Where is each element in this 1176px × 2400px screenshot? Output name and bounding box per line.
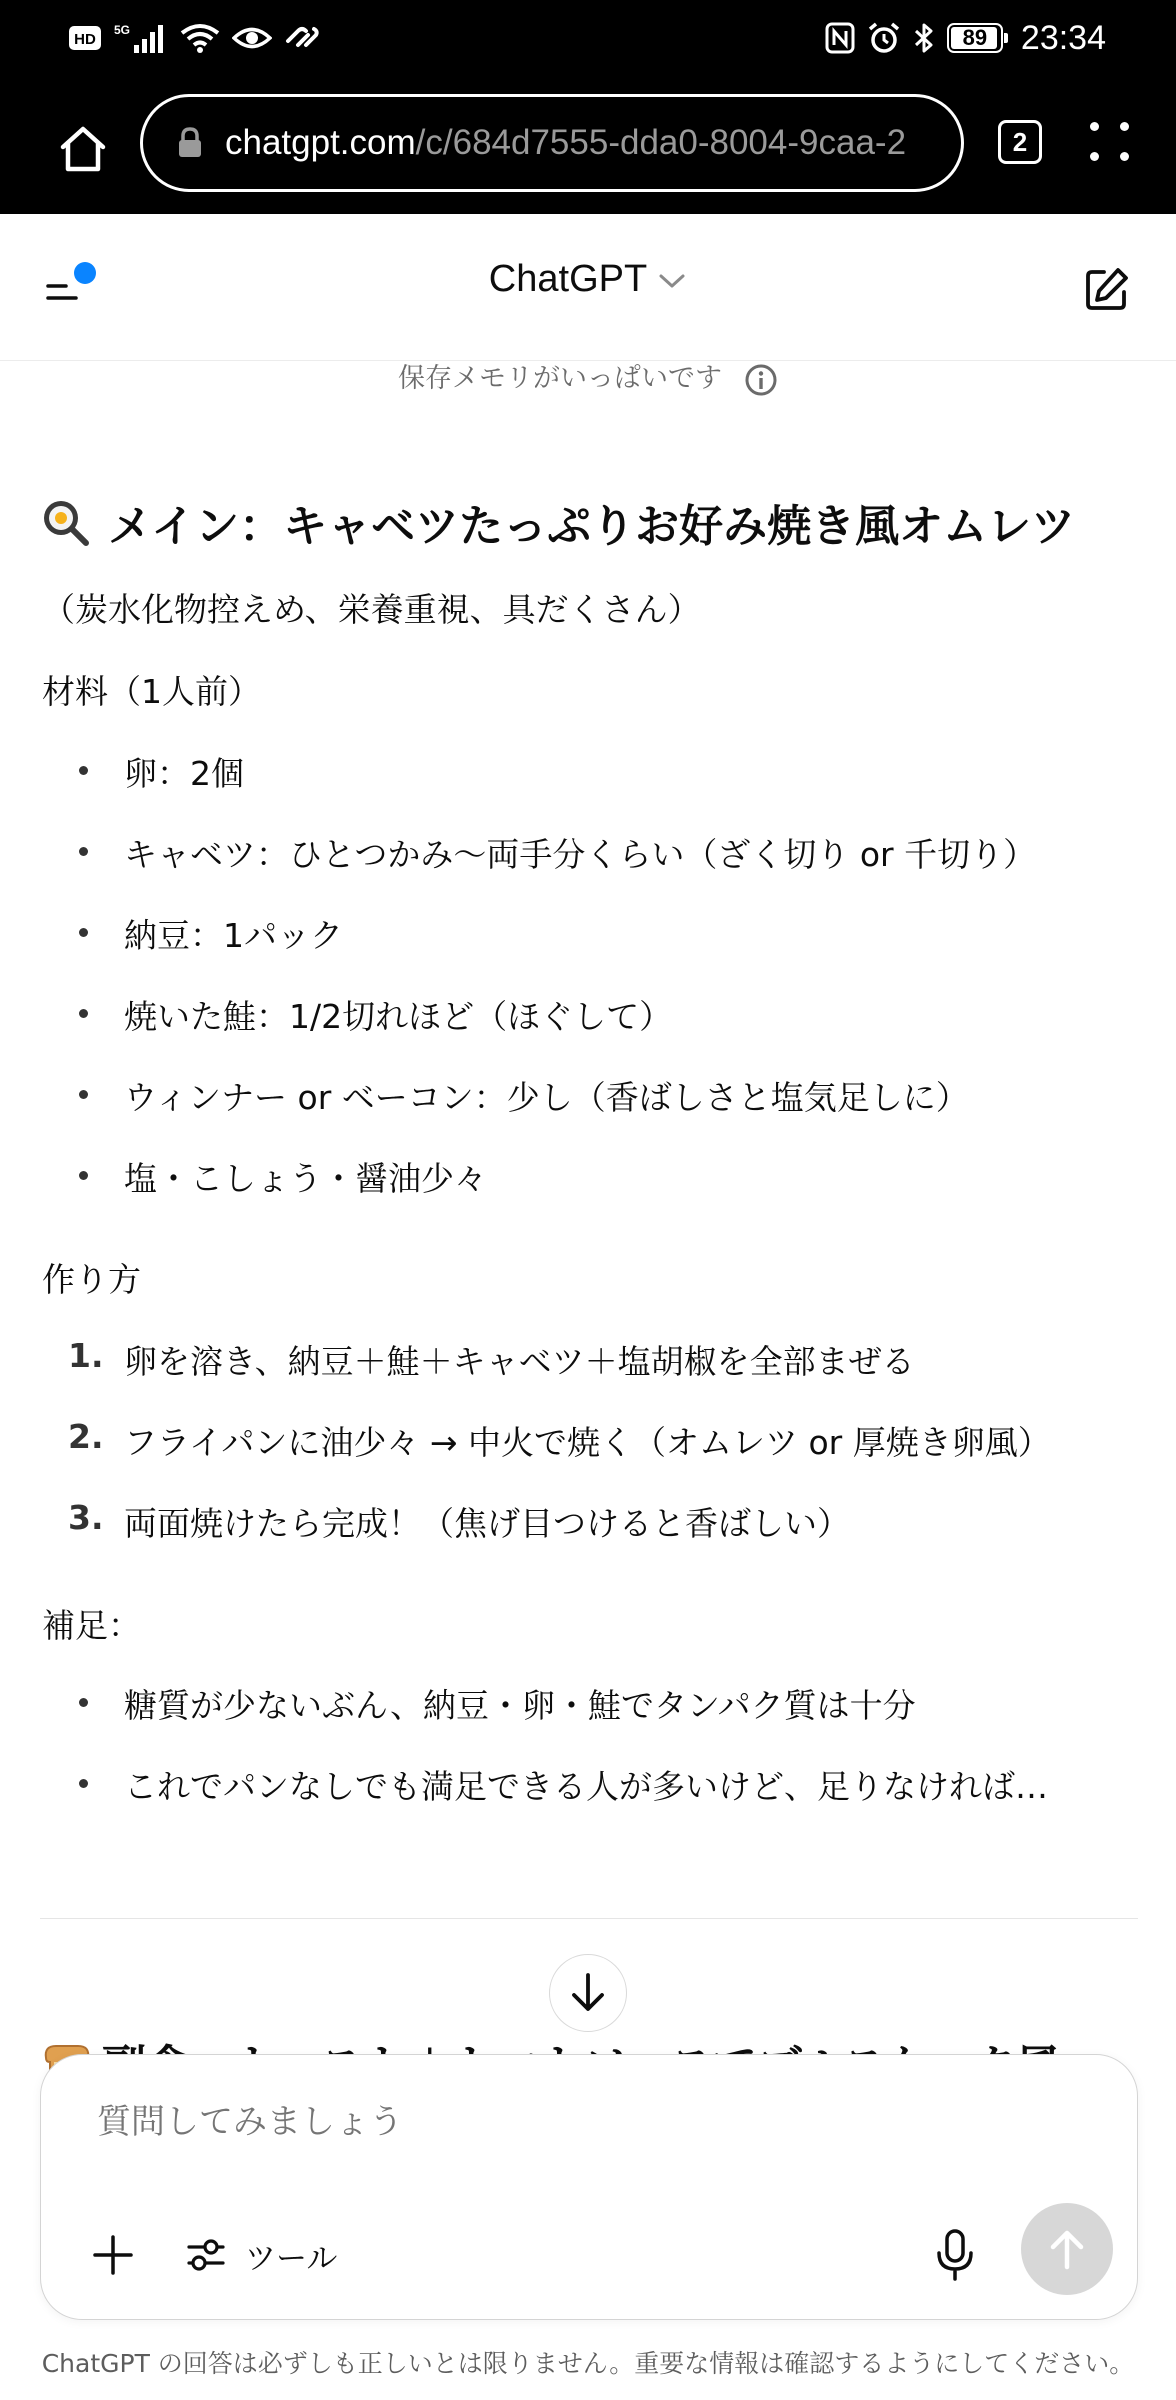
bullet — [79, 1779, 88, 1788]
battery-icon — [947, 23, 1003, 53]
mic-icon — [931, 2227, 979, 2283]
tabs-button[interactable] — [998, 120, 1042, 164]
new-chat-icon — [1080, 264, 1132, 316]
bullet — [79, 928, 88, 937]
composer — [40, 2054, 1138, 2320]
scroll-down-button[interactable] — [549, 1954, 627, 2032]
list-item-text: キャベツ：ひとつかみ〜両手分くらい（ざく切り or 千切り） — [124, 835, 1037, 874]
step-text: フライパンに油少々 → 中火で焼く（オムレツ or 厚焼き卵風） — [124, 1423, 1051, 1462]
eye-icon — [232, 23, 272, 53]
clock: 23:34 — [1020, 18, 1106, 57]
alarm-icon — [867, 21, 901, 55]
list-item-text: これでパンなしでも満足できる人が多いけど、足りなければ… — [124, 1767, 1048, 1806]
battery-level: 89 — [962, 25, 988, 50]
svg-text:HD: HD — [74, 31, 96, 48]
notes-label: 補足： — [42, 1606, 141, 1645]
tab-count: 2 — [1012, 126, 1028, 157]
add-attachment-button[interactable] — [91, 2233, 135, 2277]
info-icon[interactable] — [744, 363, 778, 397]
step-number: 3. — [68, 1498, 104, 1537]
list-item-text: 卵：2個 — [124, 754, 244, 793]
status-left — [68, 18, 320, 58]
bluetooth-icon — [913, 21, 935, 55]
recipe-subtitle: （炭水化物控えめ、栄養重視、具だくさん） — [42, 590, 701, 629]
nfc-icon — [825, 22, 855, 54]
steps-label: 作り方 — [42, 1260, 141, 1299]
app-header — [0, 214, 1176, 361]
frying-pan-icon — [40, 497, 90, 547]
disclaimer: ChatGPT の回答は必ずしも正しいとは限りません。重要な情報は確認するようにしてください。 — [41, 2349, 1135, 2378]
microphone-button[interactable] — [931, 2227, 979, 2283]
status-bar — [0, 0, 1176, 82]
signal-icon — [114, 21, 168, 55]
address-bar[interactable] — [140, 94, 964, 192]
wifi-icon — [180, 22, 220, 54]
main-heading-text: メイン：キャベツたっぷりお好み焼き風オムレツ — [108, 501, 1076, 552]
chevron-down-icon — [657, 271, 687, 291]
bullet — [79, 1698, 88, 1707]
hd-icon — [68, 23, 102, 53]
url-text — [225, 123, 906, 163]
list-item-text: 焼いた鮭：1/2切れほど（ほぐして） — [124, 997, 673, 1036]
list-item-text: 糖質が少ないぶん、納豆・卵・鮭でタンパク質は十分 — [124, 1686, 916, 1725]
main-heading — [40, 490, 1075, 554]
list-item-text: 塩・こしょう・醤油少々 — [124, 1159, 487, 1198]
home-icon — [58, 125, 108, 173]
home-button[interactable] — [50, 116, 116, 182]
memory-notice-text: 保存メモリがいっぱいです — [398, 363, 722, 394]
list-item-text: 納豆：1パック — [124, 916, 343, 955]
new-chat-button[interactable] — [1080, 264, 1132, 316]
tools-label: ツール — [245, 2240, 338, 2277]
message-input[interactable] — [95, 2101, 999, 2143]
more-icon[interactable] — [1090, 122, 1130, 162]
browser-toolbar — [0, 82, 1176, 214]
step-number: 1. — [68, 1336, 104, 1375]
link-icon — [284, 23, 320, 53]
bullet — [79, 1171, 88, 1180]
list-item-text: ウィンナー or ベーコン：少し（香ばしさと塩気足しに） — [124, 1078, 969, 1117]
ingredients-label: 材料（1人前） — [42, 672, 261, 711]
tools-icon — [185, 2234, 227, 2276]
header-title: ChatGPT — [488, 258, 648, 300]
bullet — [79, 766, 88, 775]
bullet — [79, 1090, 88, 1099]
lock-icon — [177, 127, 203, 159]
step-text: 卵を溶き、納豆＋鮭＋キャベツ＋塩胡椒を全部まぜる — [124, 1342, 915, 1381]
send-button[interactable] — [1021, 2203, 1113, 2295]
step-text: 両面焼けたら完成！（焦げ目つけると香ばしい） — [124, 1504, 850, 1543]
url-path: /c/684d7555-dda0-8004-9caa-2 — [415, 123, 907, 162]
tools-button[interactable] — [185, 2231, 337, 2279]
plus-icon — [91, 2233, 135, 2277]
model-selector[interactable] — [0, 258, 1176, 301]
arrow-down-icon — [568, 1971, 608, 2015]
send-arrow-icon — [1045, 2225, 1089, 2273]
bullet — [79, 847, 88, 856]
memory-notice — [0, 356, 1176, 397]
step-number: 2. — [68, 1417, 104, 1456]
bullet — [79, 1009, 88, 1018]
status-right — [825, 16, 1106, 60]
divider — [40, 1918, 1138, 1919]
url-domain: chatgpt.com — [225, 123, 416, 162]
svg-text:5G: 5G — [114, 23, 131, 37]
